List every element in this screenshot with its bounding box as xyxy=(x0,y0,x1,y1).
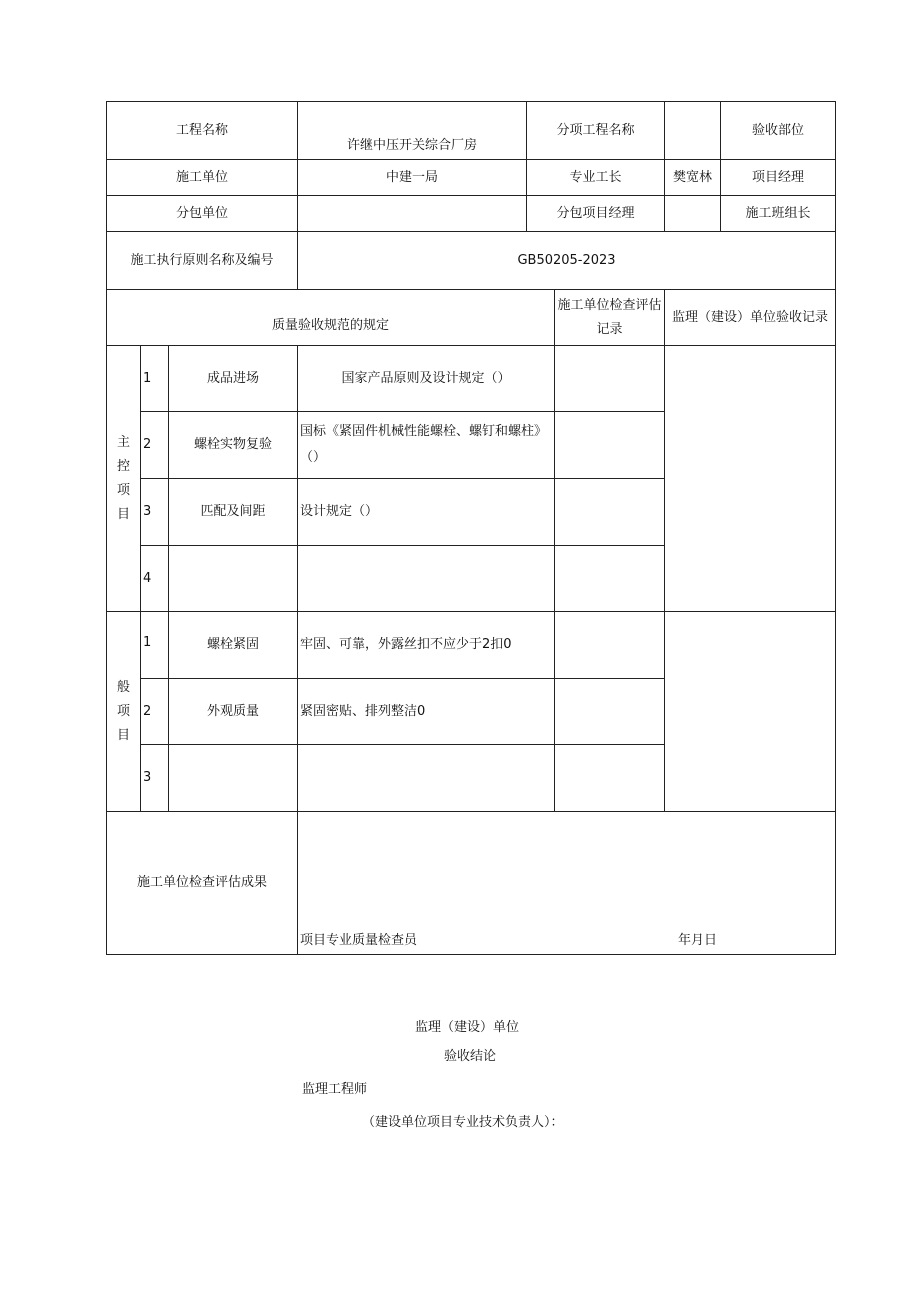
acceptance-part-label xyxy=(721,102,836,160)
main-item-no: 4 xyxy=(141,546,169,612)
main-item-construction-record xyxy=(555,546,665,612)
subcontractor-value xyxy=(298,196,527,232)
general-item-no: 2 xyxy=(141,679,169,745)
main-control-label: 主 控 项目 xyxy=(107,346,141,612)
general-item-construction-record xyxy=(555,612,665,679)
acceptance-conclusion-title: 验收结论 xyxy=(444,1049,497,1064)
subcontractor-label: 分包单位 xyxy=(107,196,298,232)
main-item-no: 3 xyxy=(141,479,169,546)
result-label: 施工单位检查评估成果 xyxy=(107,812,298,955)
main-item-no: 2 xyxy=(141,412,169,479)
main-item-construction-record xyxy=(555,479,665,546)
main-item-spec: 国标《紧固件机械性能螺栓、螺钉和螺柱》（） xyxy=(298,412,555,479)
general-item-name xyxy=(169,745,298,812)
technical-lead-label: （建设单位项目专业技术负责人）： xyxy=(362,1115,564,1130)
header-row-project xyxy=(107,102,836,160)
header-row-construction xyxy=(107,160,836,196)
project-name-label: 工程名称 xyxy=(107,102,298,160)
general-item-no: 1 xyxy=(141,612,169,679)
general-item-name: 外观质量 xyxy=(169,679,298,745)
supervision-unit-title: 监理（建设）单位 xyxy=(415,1020,520,1035)
inspector-label: 项目专业质量检查员 xyxy=(300,933,418,948)
standard-label: 施工执行原则名称及编号 xyxy=(107,232,298,290)
main-item-spec xyxy=(298,546,555,612)
construction-record-header: 施工单位检查评估记录 xyxy=(555,290,665,346)
general-item-spec: 紧固密贴、排列整洁0 xyxy=(298,679,555,745)
main-item-no: 1 xyxy=(141,346,169,412)
general-item-name: 螺栓紧固 xyxy=(169,612,298,679)
main-item-construction-record xyxy=(555,412,665,479)
main-item-name: 螺栓实物复验 xyxy=(169,412,298,479)
general-item-no: 3 xyxy=(141,745,169,812)
general-item-construction-record xyxy=(555,745,665,812)
sub-item-label: 分项工程名称 xyxy=(527,102,665,160)
main-supervision-record xyxy=(665,346,836,612)
sub-item-value xyxy=(665,102,721,160)
sub-project-manager-value xyxy=(665,196,721,232)
general-item-spec xyxy=(298,745,555,812)
foreman-label: 专业工长 xyxy=(527,160,665,196)
sub-project-manager-label: 分包项目经理 xyxy=(527,196,665,232)
main-item-spec: 设计规定（） xyxy=(298,479,555,546)
supervision-engineer-label: 监理工程师 xyxy=(302,1082,368,1097)
standard-value: GB50205-2023 xyxy=(298,232,836,290)
general-item-construction-record xyxy=(555,679,665,745)
main-control-row-1 xyxy=(107,346,836,412)
result-content xyxy=(298,812,836,955)
result-date: 年月日 xyxy=(678,933,718,948)
acceptance-part-label-text: 验收部位 xyxy=(752,122,805,138)
main-item-name xyxy=(169,546,298,612)
main-item-name: 成品进场 xyxy=(169,346,298,412)
general-supervision-record xyxy=(665,612,836,812)
general-item-spec: 牢固、可靠，外露丝扣不应少于2扣0 xyxy=(298,612,555,679)
construction-unit-label: 施工单位 xyxy=(107,160,298,196)
project-manager-label: 项目经理 xyxy=(721,160,836,196)
column-header-row xyxy=(107,290,836,346)
project-name-value: 许继中压开关综合厂房 xyxy=(298,102,527,160)
standard-row xyxy=(107,232,836,290)
foreman-value: 樊宽林 xyxy=(665,160,721,196)
team-leader-label: 施工班组长 xyxy=(721,196,836,232)
result-row xyxy=(107,812,836,955)
acceptance-form-table xyxy=(106,101,836,955)
general-row-1 xyxy=(107,612,836,679)
construction-unit-value: 中建一局 xyxy=(298,160,527,196)
header-row-subcontractor xyxy=(107,196,836,232)
spec-header: 质量验收规范的规定 xyxy=(107,290,555,346)
main-item-name: 匹配及间距 xyxy=(169,479,298,546)
general-label: 般 项 目 xyxy=(107,612,141,812)
main-item-spec: 国家产品原则及设计规定（） xyxy=(298,346,555,412)
supervision-record-header: 监理（建设）单位验收记录 xyxy=(665,290,836,346)
main-item-construction-record xyxy=(555,346,665,412)
